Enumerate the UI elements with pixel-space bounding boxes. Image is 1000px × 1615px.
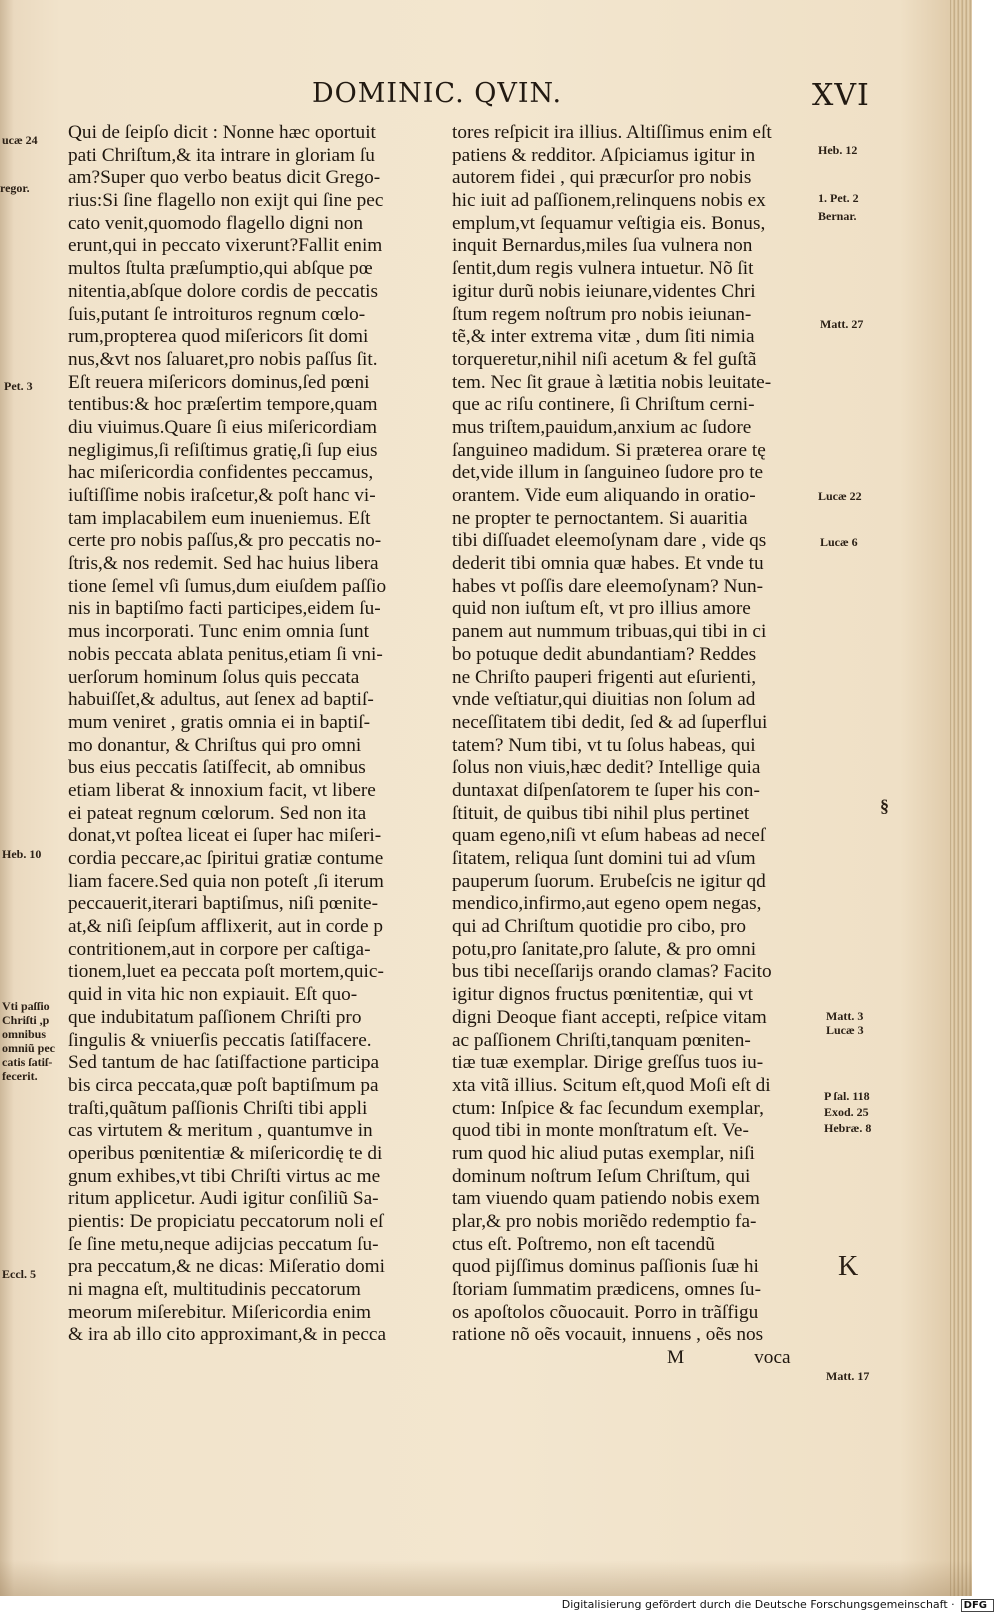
text-line: mendico,infirmo,aut egeno opem negas, [452, 893, 762, 915]
text-line: ſuis,putant ſe introituros regnum cœlo- [68, 303, 366, 325]
text-line: tatem? Num tibi, vt tu ſolus habeas, qui [452, 734, 756, 756]
margin-note: Heb. 12 [818, 143, 858, 157]
text-line: tionem,luet ea peccata poſt mortem,quic- [68, 961, 384, 983]
text-line: ac paſſionem Chriſti,tanquam pœniten- [452, 1029, 751, 1051]
text-line: ſanguineo madidum. Si præterea orare tę [452, 439, 766, 461]
text-line: mum veniret , gratis omnia ei in baptiſ- [68, 711, 371, 733]
margin-note: ucæ 24 [2, 133, 38, 147]
text-line: det,vide illum in ſanguineo ſudore pro te [452, 462, 764, 484]
text-line: torqueretur,nihil niſi acetum & fel guſtã [452, 348, 757, 370]
text-line: xta vitã illius. Scitum eſt,quod Moſi eſt di [452, 1074, 771, 1096]
signature-mark: M [667, 1347, 685, 1369]
margin-note: Vti paſſio [2, 999, 50, 1013]
margin-note: omnibus [2, 1027, 47, 1041]
left-text-column [68, 122, 438, 1347]
text-line: at,& niſi ſeipſum afflixerit, aut in corde p [68, 916, 384, 938]
text-line: contritionem,aut in corpore per caſtiga- [68, 938, 371, 960]
text-line: cato venit,quomodo flagello digni non [68, 212, 364, 234]
text-line: duntaxat diſpenſatorem te ſuper his con- [452, 779, 760, 801]
text-line: Qui de ſeipſo dicit : Nonne hæc oportuit [68, 122, 376, 143]
text-line: cordia peccare,ac ſpiritui gratiæ contume [68, 848, 384, 869]
text-line: que ac riſu continere, ſi Chriſtum cerni- [452, 394, 755, 416]
text-line: quid in vita hic non expiauit. Eſt quo- [68, 984, 358, 1006]
text-line: mus incorporati. Tunc enim omnia ſunt [68, 621, 369, 643]
text-line: ratione nõ oẽs vocauit, innuens , oẽs nos [452, 1324, 764, 1346]
text-line: Eſt reuera miſericors dominus,ſed pœni [68, 371, 370, 393]
text-line: donat,vt poſtea liceat ei ſuper hac miſeri- [68, 825, 382, 847]
catchword: voca [754, 1347, 791, 1369]
text-line: diu viuimus.Quare ſi eius miſericordiam [68, 416, 377, 438]
text-line: pauperum ſuorum. Erubeſcis ne igitur qd [452, 870, 766, 892]
margin-mark-icon: § [880, 796, 889, 816]
text-line: dominum noſtrum Ieſum Chriſtum, qui [452, 1165, 751, 1187]
text-line: igitur dignos fructus pœnitentiæ, qui vt [452, 984, 753, 1006]
text-line: Sed tantum de hac ſatiſfactione participa [68, 1052, 380, 1074]
text-line: nus,&vt nos ſaluaret,pro nobis paſſus ſit. [68, 348, 378, 370]
text-line: rum quod hic aliud putas exemplar, niſi [452, 1142, 755, 1164]
text-line: quid non iuſtum eſt, vt pro illius amore [452, 598, 751, 620]
text-line: tam viuendo quam patiendo nobis exem [452, 1188, 760, 1210]
text-line: bo potuque dedit abundantiam? Reddes [452, 643, 757, 665]
text-line: mus triſtem,pauidum,anxium ac ſudore [452, 416, 752, 438]
right-text-column [452, 122, 814, 1370]
margin-note: omniũ pec [2, 1041, 56, 1055]
text-line: pati Chriſtum,& ita intrare in gloriam ſu [68, 144, 375, 166]
margin-note: Lucæ 3 [826, 1023, 864, 1037]
text-line: ſe ſine metu,neque adijcias peccatum ſu- [68, 1233, 379, 1255]
margin-note: 1. Pet. 2 [818, 191, 859, 205]
text-line: potu,pro ſanitate,pro ſalute, & pro omni [452, 938, 757, 960]
text-line: ne propter te pernoctantem. Si auaritia [452, 507, 748, 529]
margin-note: Exod. 25 [824, 1105, 869, 1119]
margin-note: Matt. 3 [826, 1009, 864, 1023]
text-line: tem. Nec ſit graue à lætitia nobis leuitate- [452, 371, 772, 393]
signature-line [452, 1347, 814, 1370]
text-line: os apoſtolos cõuocauit. Porro in trãſfigu [452, 1301, 759, 1323]
text-line: operibus pœnitentiæ & miſericordię te di [68, 1142, 383, 1164]
text-line: pientis: De propiciatu peccatorum noli eſ [68, 1211, 384, 1232]
text-line: nobis peccata ablata penitus,etiam ſi vni- [68, 643, 383, 665]
page-bottom-shadow [0, 1560, 972, 1596]
margin-note: regor. [0, 181, 30, 195]
text-line: vnde veſtiatur,qui diuitias non ſolum ad [452, 689, 756, 711]
text-line: iuſtiſſime nobis iraſcetur,& poſt hanc vi- [68, 485, 376, 506]
folio-number: XVI [812, 78, 870, 113]
margin-note: Eccl. 5 [2, 1267, 36, 1281]
text-line: bus tibi neceſſarijs orando clamas? Facito [452, 961, 772, 983]
text-line: traſti,quãtum paſſionis Chriſti tibi appli [68, 1097, 368, 1119]
footer [0, 1596, 1000, 1614]
text-line: certe pro nobis paſſus,& pro peccatis no- [68, 530, 382, 552]
text-line: hic iuit ad paſſionem,relinquens nobis ex [452, 190, 766, 212]
text-line: bis circa peccata,quæ poſt baptiſmum pa [68, 1074, 379, 1096]
text-line: negligimus,ſi reſiſtimus gratię,ſi ſup eius [68, 439, 378, 461]
text-line: ſolus non viuis,hæc dedit? Intellige quia [452, 757, 761, 779]
text-line: etiam liberat & innoxium facit, vt libere [68, 779, 376, 801]
margin-note: Chriſti ,p [2, 1013, 50, 1027]
text-line: neceſſitatem tibi dedit, ſed & ad ſuperflui [452, 711, 768, 733]
text-line: mo donantur, & Chriſtus qui pro omni [68, 734, 362, 756]
margin-note: Matt. 17 [826, 1369, 870, 1383]
text-line: rum,propterea quod miſericors ſit domi [68, 326, 369, 348]
margin-note: P ſal. 118 [824, 1089, 870, 1103]
text-line: erunt,qui in peccato vixerunt?Fallit enim [68, 235, 383, 257]
text-line: panem aut nummum tribuas,qui tibi in ci [452, 621, 767, 643]
text-line: ſtris,& nos redemit. Sed hac huius libera [68, 553, 379, 575]
footer-text: Digitalisierung gefördert durch die Deutsche Forschungsgemeinschaft · [561, 1598, 955, 1611]
text-line: patiens & redditor. Aſpiciamus igitur in [452, 144, 756, 166]
text-line: qui ad Chriſtum quotidie pro cibo, pro [452, 916, 747, 938]
text-line: cas virtutem & meritum , quantumve in [68, 1120, 373, 1142]
text-line: & ira ab illo cito approximant,& in pecca [68, 1324, 387, 1346]
margin-note: Hebræ. 8 [824, 1121, 872, 1135]
text-line: tibi diſſuadet eleemoſynam dare , vide qs [452, 530, 767, 552]
text-line: ne Chriſto pauperi frigenti aut eſurienti, [452, 666, 757, 688]
text-line: ſtoriam ſummatim prædicens, omnes ſu- [452, 1279, 761, 1301]
text-line: ſitatem, reliqua ſunt domini tui ad vſum [452, 848, 756, 869]
running-header [0, 78, 972, 118]
text-line: hac miſericordia confidentes peccamus, [68, 462, 374, 484]
text-line: pra peccatum,& ne dicas: Miſeratio domi [68, 1256, 385, 1278]
text-line: bus eius peccatis ſatiſfecit, ab omnibus [68, 757, 366, 779]
text-line: uerſorum hominum ſolus quis peccata [68, 666, 360, 688]
margin-note: Heb. 10 [2, 847, 42, 861]
text-line: igitur durũ nobis ieiunare,videntes Chri [452, 280, 756, 302]
text-line: gnum exhibes,vt tibi Chriſti virtus ac me [68, 1165, 381, 1187]
text-line: quam egeno,niſi vt eſum habeas ad neceſ [452, 825, 766, 847]
text-line: tẽ,& inter extrema vitæ , dum ſiti nimia [452, 326, 755, 348]
text-line: nis in baptiſmo facti participes,eidem ſu- [68, 598, 381, 620]
text-line: habuiſſet,& adultus, aut ſenex ad baptiſ- [68, 689, 374, 711]
text-line: ctum: Inſpice & fac ſecundum exemplar, [452, 1097, 764, 1119]
margin-note: Lucæ 6 [820, 535, 858, 549]
text-line: ſtum regem noſtrum pro nobis ieiunan- [452, 303, 752, 325]
text-line: plar,& pro nobis moriẽdo redemptio fa- [452, 1211, 757, 1232]
text-line: ei pateat regnum cœlorum. Sed non ita [68, 802, 367, 824]
margin-note: Matt. 27 [820, 317, 864, 331]
section-letter: K [838, 1251, 859, 1282]
text-line: ſentit,dum regis vulnera intuetur. Nõ ſit [452, 258, 754, 280]
margin-note: Lucæ 22 [818, 489, 862, 503]
text-line: ſtituit, de quibus tibi nihil plus pertinet [452, 802, 750, 824]
text-line: tentibus:& hoc præſertim tempore,quam [68, 394, 378, 416]
margin-note: Bernar. [818, 209, 857, 223]
text-line: emplum,vt ſequamur veſtigia eis. Bonus, [452, 212, 766, 234]
margin-note: catis ſatiſ- [2, 1055, 53, 1069]
text-line: habes vt poſſis dare eleemoſynam? Nun- [452, 575, 764, 597]
text-line: que indubitatum paſſionem Chriſti pro [68, 1006, 362, 1028]
text-line: am?Super quo verbo beatus dicit Grego- [68, 167, 381, 189]
text-line: orantem. Vide eum aliquando in oratio- [452, 485, 756, 506]
running-title: DOMINIC. QVIN. [312, 78, 563, 109]
text-line: quod tibi in monte monſtratum eſt. Ve- [452, 1120, 749, 1142]
text-line: rius:Si ſine flagello non exijt qui ſine pec [68, 190, 384, 212]
page-edge [950, 0, 972, 1596]
text-line: tiæ tuæ exemplar. Dirige greſſus tuos iu- [452, 1052, 764, 1074]
text-line: ritum applicetur. Audi igitur conſiliũ Sa- [68, 1188, 379, 1210]
text-line: tam implacabilem eum inueniemus. Eſt [68, 507, 371, 529]
margin-note: Pet. 3 [4, 379, 33, 393]
text-line: autorem fidei , qui præcurſor pro nobis [452, 167, 752, 189]
text-line: inquit Bernardus,miles ſua vulnera non [452, 235, 753, 257]
text-line: ſingulis & vniuerſis peccatis ſatiſfacere. [68, 1029, 372, 1051]
text-line: meorum miſerebitur. Miſericordia enim [68, 1301, 372, 1323]
text-line: quod pijſſimus dominus paſſionis ſuæ hi [452, 1256, 759, 1278]
text-line: tione ſemel vſi ſumus,dum eiuſdem paſſio [68, 575, 387, 597]
text-line: ni magna eſt, multitudinis peccatorum [68, 1279, 361, 1301]
text-line: ctus eſt. Poſtremo, non eſt tacendũ [452, 1233, 715, 1255]
text-line: multos ſtulta præſumptio,qui abſque pœ [68, 258, 373, 280]
text-line: digni Deoque fiant accepti, reſpice vitam [452, 1006, 767, 1028]
text-line: peccauerit,iterari baptiſmus, niſi pœnite- [68, 893, 378, 915]
text-line: liam facere.Sed quia non poteſt ,ſi iterum [68, 870, 384, 892]
text-line: tores reſpicit ira illius. Altiſſimus enim eſt [452, 122, 772, 143]
margin-note: fecerit. [2, 1069, 38, 1083]
dfg-logo: DFG [961, 1599, 994, 1612]
text-line: nitentia,abſque dolore cordis de peccatis [68, 280, 378, 302]
text-line: dederit tibi omnia quæ habes. Et vnde tu [452, 553, 764, 575]
